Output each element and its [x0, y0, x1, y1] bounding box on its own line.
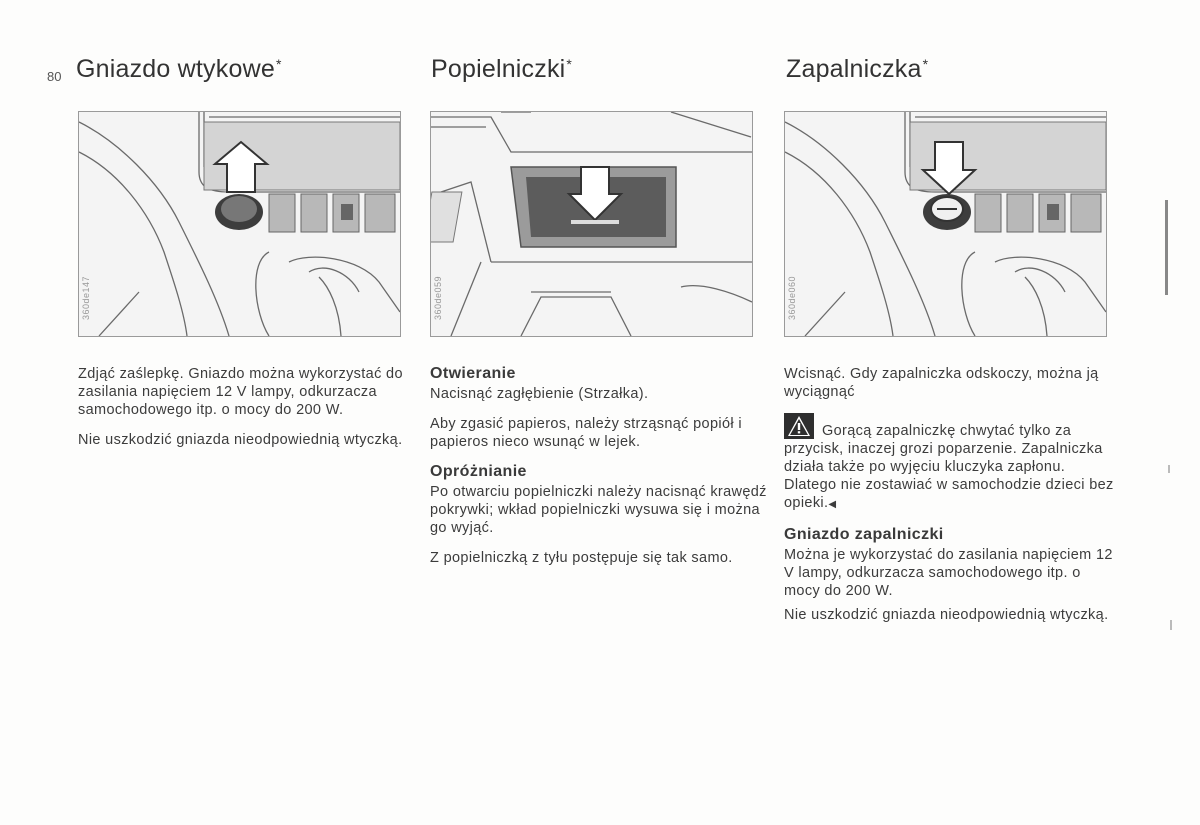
lighter-illustration: [785, 112, 1106, 336]
heading-opening: Otwieranie: [430, 365, 516, 382]
section-title-lighter: [786, 55, 928, 84]
end-mark-icon: ◀: [828, 499, 837, 510]
scan-margin-mark: [1165, 200, 1168, 295]
heading-lighter-socket: Gniazdo zapalniczki: [784, 526, 944, 543]
warning-icon: [784, 413, 814, 439]
section-title-ashtrays: [431, 55, 572, 84]
power-socket-text: [78, 365, 408, 461]
paragraph: Po otwarciu popielniczki należy nacisnąć krawędź pokrywki; wkład popielniczki wysuwa się i można go wyjąć.: [430, 484, 767, 536]
title-text: Gniazdo wtykowe: [76, 55, 275, 83]
ashtray-text: [430, 365, 770, 579]
figure-ashtray: [430, 111, 753, 337]
warning-paragraph: [784, 413, 1120, 514]
paragraph: Nacisnąć zagłębienie (Strzałka).: [430, 386, 649, 402]
paragraph: Z popielniczką z tyłu postępuje się tak samo.: [430, 550, 733, 566]
heading-emptying: Opróżnianie: [430, 463, 527, 480]
title-asterisk: *: [566, 56, 573, 72]
lighter-text: [784, 365, 1120, 636]
power-socket-illustration: [79, 112, 400, 336]
ashtray-illustration: [431, 112, 752, 336]
paragraph: Wcisnąć. Gdy zapalniczka odskoczy, można ją wyciągnąć: [784, 366, 1099, 400]
paragraph: Zdjąć zaślepkę. Gniazdo można wykorzystać do zasilania napięciem 12 V lampy, odkurzacza samochodowego itp. o mocy do 200 W.: [78, 366, 403, 418]
title-asterisk: *: [922, 56, 929, 72]
title-asterisk: *: [275, 56, 282, 72]
figure-code: 360de060: [787, 275, 797, 320]
title-text: Zapalniczka: [786, 55, 922, 83]
paragraph: Nie uszkodzić gniazda nieodpowiednią wtyczką.: [78, 432, 403, 448]
figure-lighter: [784, 111, 1107, 337]
figure-power-socket: [78, 111, 401, 337]
paragraph: Aby zgasić papieros, należy strząsnąć popiół i papieros nieco wsunąć w lejek.: [430, 416, 742, 450]
title-text: Popielniczki: [431, 55, 566, 83]
paragraph: Można je wykorzystać do zasilania napięciem 12 V lampy, odkurzacza samochodowego itp. o mocy do 200 W.: [784, 547, 1113, 599]
section-title-power-socket: [76, 55, 282, 84]
figure-code: 360de059: [433, 275, 443, 320]
paragraph: Nie uszkodzić gniazda nieodpowiednią wtyczką.: [784, 607, 1109, 623]
scan-margin-mark: [1168, 465, 1170, 473]
page-number: 80: [47, 69, 62, 84]
figure-code: 360de147: [81, 275, 91, 320]
scan-margin-mark: [1170, 620, 1172, 630]
warning-text: Gorącą zapalniczkę chwytać tylko za przycisk, inaczej grozi poparzenie. Zapalniczka działa także po wyjęciu kluczyka zapłonu. Dlatego nie zostawiać w samochodzie dzieci bez opieki.: [784, 423, 1114, 511]
